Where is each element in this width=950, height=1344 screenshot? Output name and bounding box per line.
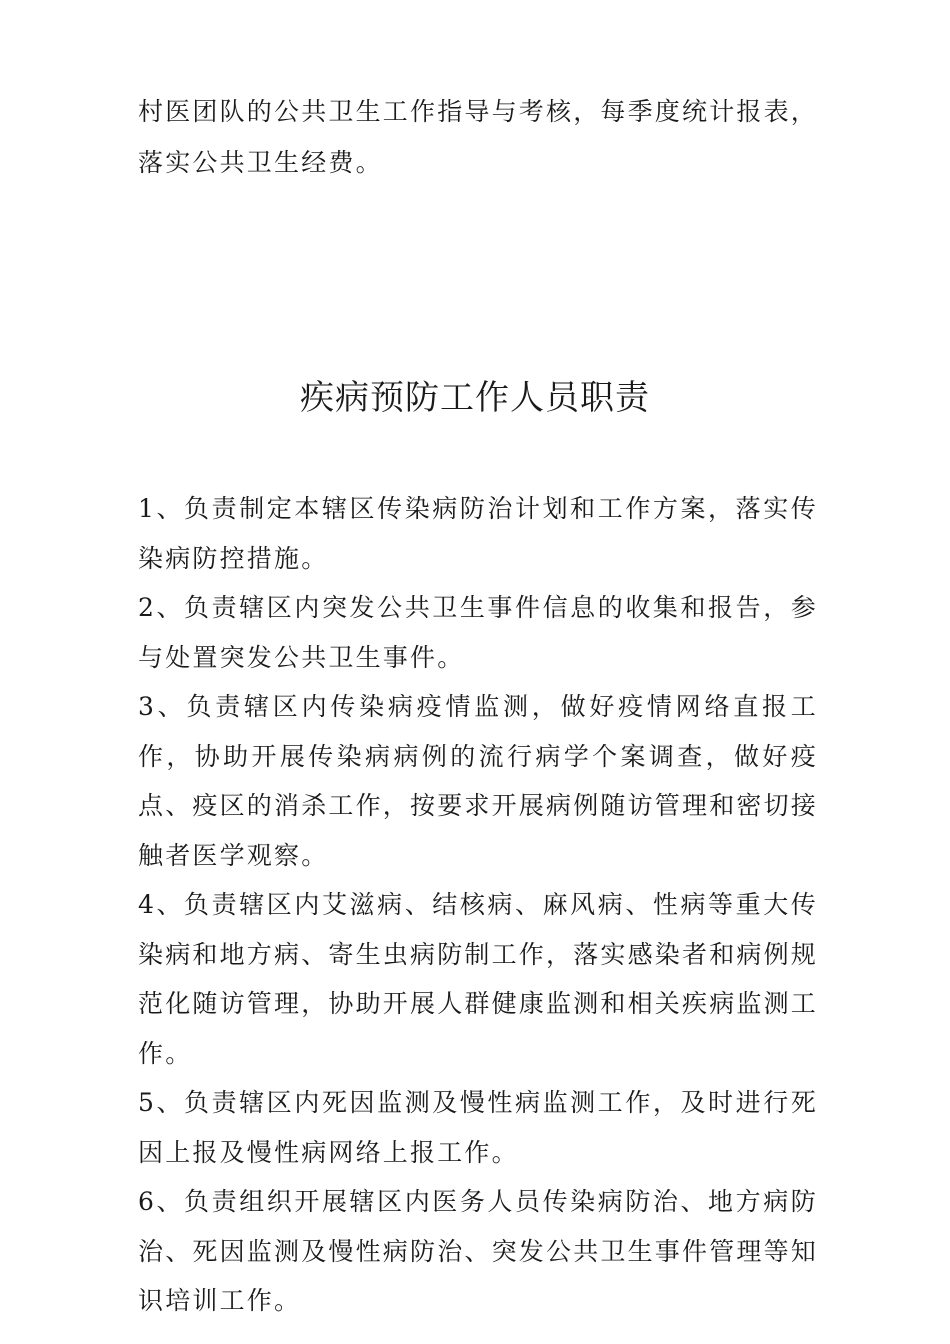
duty-item-1: 1、负责制定本辖区传染病防治计划和工作方案，落实传染病防控措施。 xyxy=(138,494,818,573)
duty-item-3: 3、负责辖区内传染病疫情监测，做好疫情网络直报工作，协助开展传染病病例的流行病学个案调查，做好疫点、疫区的消杀工作，按要求开展病例随访管理和密切接触者医学观察。 xyxy=(138,692,819,870)
intro-paragraph: 村医团队的公共卫生工作指导与考核，每季度统计报表，落实公共卫生经费。 xyxy=(138,97,819,177)
duty-list xyxy=(138,484,818,1326)
duty-item-2: 2、负责辖区内突发公共卫生事件信息的收集和报告，参与处置突发公共卫生事件。 xyxy=(138,593,818,672)
duty-item-4: 4、负责辖区内艾滋病、结核病、麻风病、性病等重大传染病和地方病、寄生虫病防制工作，落实感染者和病例规范化随访管理，协助开展人群健康监测和相关疾病监测工作。 xyxy=(138,890,819,1068)
page-title: 疾病预防工作人员职责 xyxy=(300,378,650,418)
duty-item-5: 5、负责辖区内死因监测及慢性病监测工作，及时进行死因上报及慢性病网络上报工作。 xyxy=(138,1088,818,1167)
duty-item-6: 6、负责组织开展辖区内医务人员传染病防治、地方病防治、死因监测及慢性病防治、突发公共卫生事件管理等知识培训工作。 xyxy=(138,1187,819,1315)
